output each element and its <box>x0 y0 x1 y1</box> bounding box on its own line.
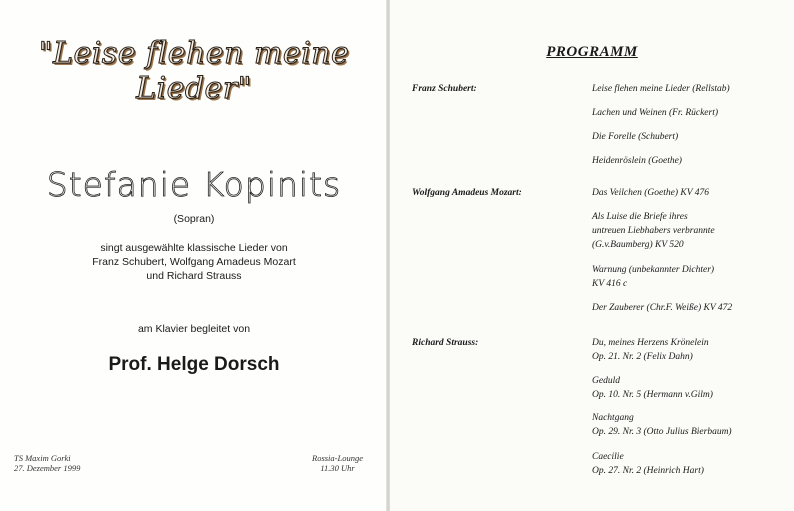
composer-strauss: Richard Strauss: <box>412 338 479 348</box>
composer-mozart: Wolfgang Amadeus Mozart: <box>412 188 522 198</box>
song-item: Nachtgang Op. 29. Nr. 3 (Otto Julius Bierbaum) <box>592 413 732 437</box>
song-item: Heidenröslein (Goethe) <box>592 156 682 166</box>
song-item: Der Zauberer (Chr.F. Weiße) KV 472 <box>592 303 733 313</box>
song-item: Geduld Op. 10. Nr. 5 (Hermann v.Gilm) <box>592 376 713 400</box>
song-item: Lachen und Weinen (Fr. Rückert) <box>592 108 719 118</box>
time: 11.30 Uhr <box>320 463 355 473</box>
venue-date <box>14 453 80 473</box>
song-item: Warnung (unbekannter Dichter) KV 416 c <box>592 265 715 289</box>
program-heading: PROGRAMM <box>546 44 638 60</box>
song-item: Caecilie Op. 27. Nr. 2 (Heinrich Hart) <box>592 452 704 476</box>
program-description <box>0 241 388 283</box>
song-item: Du, meines Herzens Krönelein Op. 21. Nr. 2 (Felix Dahn) <box>592 338 709 362</box>
song-item: Leise flehen meine Lieder (Rellstab) <box>592 84 730 94</box>
description-line: Franz Schubert, Wolfgang Amadeus Mozart <box>92 256 296 268</box>
description-line: singt ausgewählte klassische Lieder von <box>100 242 288 254</box>
concert-title: "Leise flehen meine Lieder" <box>38 36 350 106</box>
left-page <box>0 0 388 511</box>
song-item: Das Veilchen (Goethe) KV 476 <box>592 188 709 198</box>
voice-type: (Sopran) <box>173 213 215 225</box>
song-item: Als Luise die Briefe ihres untreuen Liebhabers verbrannte (G.v.Baumberg) KV 520 <box>592 212 715 250</box>
date: 27. Dezember 1999 <box>14 463 81 473</box>
description-line: und Richard Strauss <box>146 270 242 282</box>
accompaniment-text: am Klavier begleitet von <box>137 323 251 335</box>
location: Rossia-Lounge <box>312 453 363 463</box>
venue: TS Maxim Gorki <box>14 453 71 463</box>
right-page <box>390 0 794 511</box>
composer-schubert: Franz Schubert: <box>412 84 477 94</box>
song-item: Die Forelle (Schubert) <box>592 132 679 142</box>
singer-name: Stefanie Kopinits <box>46 165 342 204</box>
pianist-name: Prof. Helge Dorsch <box>108 354 280 375</box>
location-time <box>300 453 375 473</box>
